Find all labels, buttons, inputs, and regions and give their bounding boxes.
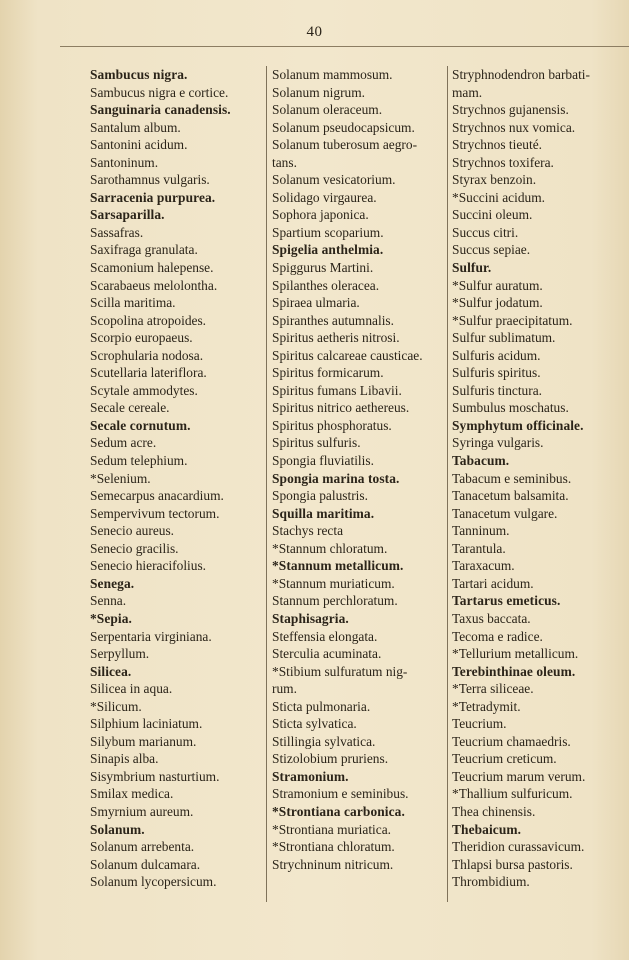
index-entry: Teucrium chamaedris. <box>452 733 571 749</box>
column-divider <box>266 66 267 902</box>
index-entry: Santalum album. <box>90 119 181 135</box>
index-entry: Senna. <box>90 593 127 609</box>
index-entry: *Tellurium metallicum. <box>452 646 579 662</box>
index-entry: Styrax benzoin. <box>452 172 537 188</box>
index-entry: *Strontiana carbonica. <box>272 803 405 819</box>
index-entry: Silphium laciniatum. <box>90 716 203 732</box>
index-entry: Stryphnodendron barbati- <box>452 67 590 82</box>
index-entry: Senecio hieracifolius. <box>90 558 207 574</box>
index-entry: Sarracenia purpurea. <box>90 189 216 205</box>
index-entry: Sulfur sublimatum. <box>452 330 556 346</box>
index-entry: Thebaicum. <box>452 821 522 837</box>
index-entry: Tartarus emeticus. <box>452 593 561 609</box>
index-entry: Staphisagria. <box>272 610 349 626</box>
index-entry: Tarantula. <box>452 540 506 556</box>
index-entry: Syringa vulgaris. <box>452 435 544 451</box>
index-entry: Spilanthes oleracea. <box>272 277 380 293</box>
index-entry: *Stibium sulfuratum nig- <box>272 663 408 679</box>
index-entry: Silicea in aqua. <box>90 681 173 697</box>
header-rule <box>60 46 629 47</box>
index-entry: *Stannum muriaticum. <box>272 575 395 591</box>
index-entry: Sisymbrium nasturtium. <box>90 768 220 784</box>
index-entry: Thea chinensis. <box>452 803 536 819</box>
index-entry: Scilla maritima. <box>90 295 176 311</box>
index-entry: Strychnos tieuté. <box>452 137 543 153</box>
index-entry: Spiritus phosphoratus. <box>272 417 392 433</box>
index-entry: Scopolina atropoides. <box>90 312 207 328</box>
index-entry: Spartium scoparium. <box>272 224 384 240</box>
index-entry: Sedum telephium. <box>90 453 188 469</box>
index-entry: Teucrium creticum. <box>452 751 557 767</box>
index-entry: Spiraea ulmaria. <box>272 295 360 311</box>
index-entry: Stillingia sylvatica. <box>272 733 376 749</box>
index-entry: *Succini acidum. <box>452 189 545 205</box>
index-entry: Spiritus nitrico aethereus. <box>272 400 410 416</box>
index-entry: Spiritus sulfuris. <box>272 435 361 451</box>
index-entry: Tabacum. <box>452 453 510 469</box>
index-entry: Succus citri. <box>452 224 519 240</box>
index-entry: Solidago virgaurea. <box>272 189 377 205</box>
index-entry: Tecoma e radice. <box>452 628 543 644</box>
index-entry: mam. <box>452 84 483 100</box>
index-entry: Scarabaeus melolontha. <box>90 277 218 293</box>
index-entry: *Stannum metallicum. <box>272 558 404 574</box>
index-column-3 <box>452 66 628 891</box>
index-entry: Teucrium. <box>452 716 507 732</box>
index-entry: Scrophularia nodosa. <box>90 347 204 363</box>
index-entry: Spiritus formicarum. <box>272 365 384 381</box>
index-entry: *Terra siliceae. <box>452 681 534 697</box>
index-entry: Senecio aureus. <box>90 523 175 539</box>
index-entry: Secale cereale. <box>90 400 170 416</box>
index-entry: Stannum perchloratum. <box>272 593 398 609</box>
index-entry: *Selenium. <box>90 470 151 486</box>
index-entry: Solanum. <box>90 821 145 837</box>
index-entry: Solanum oleraceum. <box>272 102 383 118</box>
index-entry: Spiranthes autumnalis. <box>272 312 394 328</box>
index-column-2 <box>272 66 448 873</box>
index-entry: *Strontiana chloratum. <box>272 839 395 855</box>
index-entry: Serpentaria virginiana. <box>90 628 212 644</box>
index-entry: *Strontiana muriatica. <box>272 821 391 837</box>
index-entry: Spigelia anthelmia. <box>272 242 384 258</box>
index-entry: Solanum arrebenta. <box>90 839 195 855</box>
index-entry: Sinapis alba. <box>90 751 159 767</box>
index-entry: Senega. <box>90 575 135 591</box>
index-entry: Spiritus calcareae causticae. <box>272 347 423 363</box>
index-entry: Sanguinaria canadensis. <box>90 102 231 118</box>
index-entry: Solanum tuberosum aegro- <box>272 137 418 153</box>
index-entry: Tanninum. <box>452 523 510 539</box>
index-entry: Sulfuris tinctura. <box>452 382 543 398</box>
index-entry: Solanum pseudocapsicum. <box>272 119 415 135</box>
index-entry: Sempervivum tectorum. <box>90 505 220 521</box>
index-entry: Solanum vesicatorium. <box>272 172 396 188</box>
index-entry: Spongia marina tosta. <box>272 470 400 486</box>
index-entry: Stramonium e seminibus. <box>272 786 409 802</box>
index-entry: *Sulfur auratum. <box>452 277 543 293</box>
index-entry: *Sulfur jodatum. <box>452 295 543 311</box>
index-entry: Solanum mammosum. <box>272 67 393 82</box>
index-entry: *Sulfur praecipitatum. <box>452 312 573 328</box>
index-entry: Scutellaria lateriflora. <box>90 365 207 381</box>
index-column-1 <box>90 66 262 891</box>
index-entry: Scamonium halepense. <box>90 260 214 276</box>
index-entry: Senecio gracilis. <box>90 540 179 556</box>
index-entry: Spongia fluviatilis. <box>272 453 374 469</box>
index-entry: Silicea. <box>90 663 132 679</box>
index-entry: Symphytum officinale. <box>452 417 584 433</box>
index-entry: Sarsaparilla. <box>90 207 165 223</box>
index-entry: Sedum acre. <box>90 435 157 451</box>
index-entry: Spiggurus Martini. <box>272 260 374 276</box>
index-entry: Succini oleum. <box>452 207 533 223</box>
index-entry: Saxifraga granulata. <box>90 242 198 258</box>
index-entry: *Silicum. <box>90 698 142 714</box>
index-entry: Secale cornutum. <box>90 417 191 433</box>
index-entry: Tanacetum vulgare. <box>452 505 558 521</box>
index-entry: Strychnos toxifera. <box>452 154 554 170</box>
index-entry: Strychnos nux vomica. <box>452 119 576 135</box>
index-entry: Strychninum nitricum. <box>272 856 394 872</box>
index-entry: *Tetradymit. <box>452 698 521 714</box>
index-entry: *Thallium sulfuricum. <box>452 786 573 802</box>
index-entry: Santoninum. <box>90 154 159 170</box>
index-entry: Thlapsi bursa pastoris. <box>452 856 573 872</box>
index-entry: Strychnos gujanensis. <box>452 102 569 118</box>
index-entry: Tanacetum balsamita. <box>452 488 569 504</box>
index-entry: Sassafras. <box>90 224 144 240</box>
index-entry: *Sepia. <box>90 610 132 626</box>
index-entry: Smyrnium aureum. <box>90 803 194 819</box>
index-entry: Stizolobium pruriens. <box>272 751 389 767</box>
index-entry: Sticta pulmonaria. <box>272 698 371 714</box>
index-entry: Sulfuris spiritus. <box>452 365 541 381</box>
index-entry: Semecarpus anacardium. <box>90 488 224 504</box>
index-entry: Sophora japonica. <box>272 207 369 223</box>
index-entry: *Stannum chloratum. <box>272 540 388 556</box>
index-entry: Serpyllum. <box>90 646 150 662</box>
index-entry: Succus sepiae. <box>452 242 531 258</box>
index-entry: Santonini acidum. <box>90 137 188 153</box>
index-entry: Solanum nigrum. <box>272 84 365 100</box>
index-entry: Sterculia acuminata. <box>272 646 382 662</box>
index-entry: Scytale ammodytes. <box>90 382 198 398</box>
index-entry: Smilax medica. <box>90 786 174 802</box>
page-number: 40 <box>306 24 323 40</box>
index-entry: Sulfuris acidum. <box>452 347 541 363</box>
index-entry: Sambucus nigra. <box>90 67 188 82</box>
index-entry: Spiritus fumans Libavii. <box>272 382 402 398</box>
index-entry: tans. <box>272 154 297 170</box>
index-entry: Tartari acidum. <box>452 575 534 591</box>
index-entry: Sticta sylvatica. <box>272 716 357 732</box>
index-entry: Spongia palustris. <box>272 488 368 504</box>
index-entry: Sulfur. <box>452 260 492 276</box>
index-entry: Squilla maritima. <box>272 505 375 521</box>
index-entry: Thrombidium. <box>452 874 530 890</box>
index-entry: Taxus baccata. <box>452 610 531 626</box>
index-entry: Teucrium marum verum. <box>452 768 586 784</box>
index-entry: rum. <box>272 681 297 697</box>
index-entry: Taraxacum. <box>452 558 515 574</box>
index-entry: Terebinthinae oleum. <box>452 663 576 679</box>
index-entry: Scorpio europaeus. <box>90 330 193 346</box>
index-entry: Silybum marianum. <box>90 733 197 749</box>
index-entry: Stramonium. <box>272 768 349 784</box>
index-entry: Sumbulus moschatus. <box>452 400 569 416</box>
index-entry: Stachys recta <box>272 523 344 539</box>
index-entry: Solanum lycopersicum. <box>90 874 217 890</box>
index-entry: Theridion curassavicum. <box>452 839 585 855</box>
index-entry: Sarothamnus vulgaris. <box>90 172 210 188</box>
index-entry: Steffensia elongata. <box>272 628 378 644</box>
index-entry: Sambucus nigra e cortice. <box>90 84 229 100</box>
index-entry: Spiritus aetheris nitrosi. <box>272 330 400 346</box>
index-entry: Solanum dulcamara. <box>90 856 201 872</box>
index-entry: Tabacum e seminibus. <box>452 470 572 486</box>
column-divider <box>447 66 448 902</box>
